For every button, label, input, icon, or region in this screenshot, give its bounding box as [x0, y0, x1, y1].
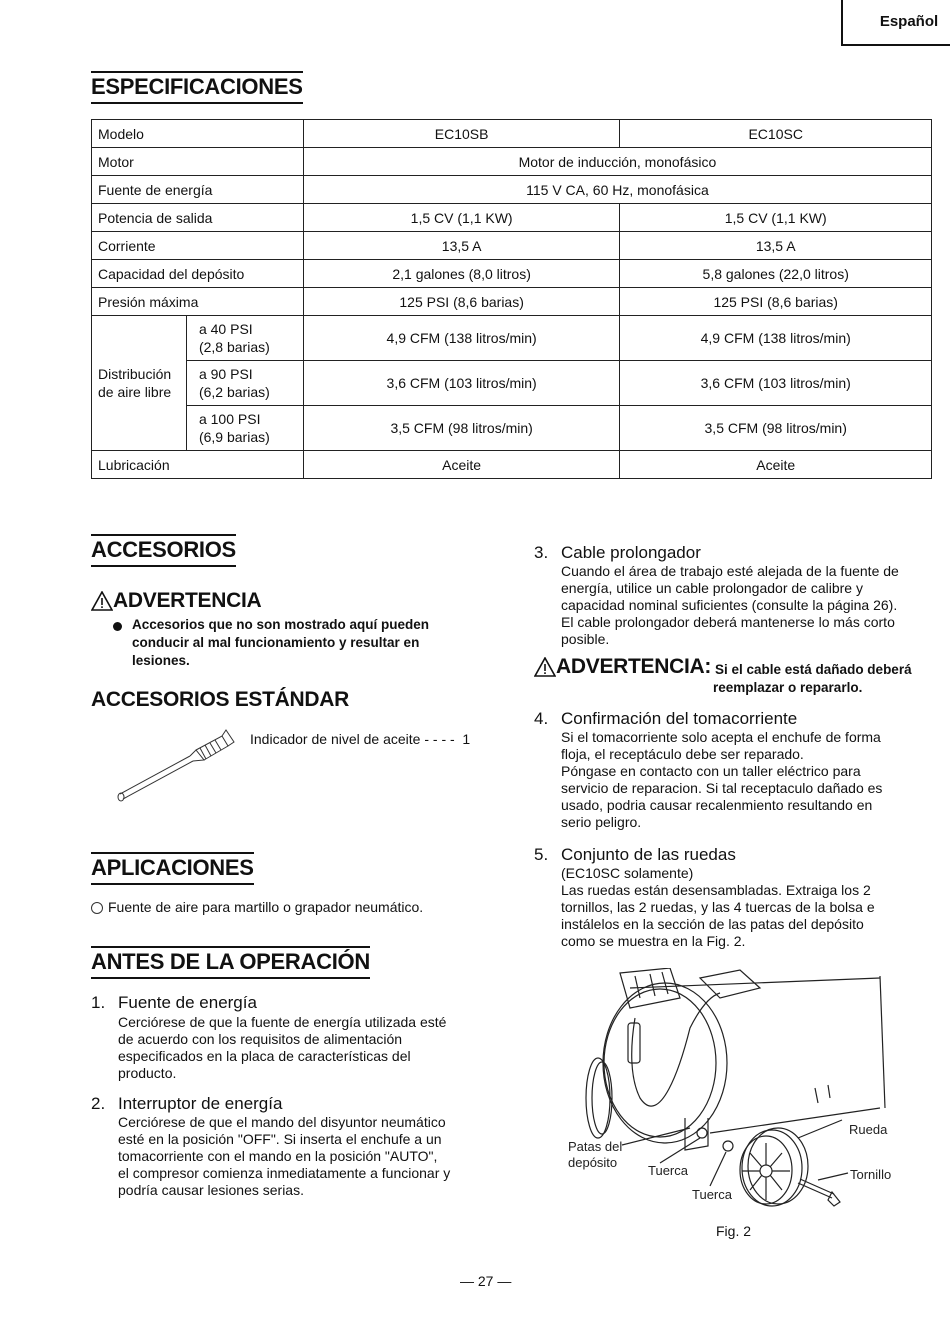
cell-ec10sb: 13,5 A [303, 232, 620, 260]
warning-line: lesiones. [132, 653, 190, 668]
label-patas-line1: Patas del [568, 1139, 623, 1154]
row-label: Capacidad del depósito [92, 260, 304, 288]
cell-ec10sc: 125 PSI (8,6 barias) [620, 288, 932, 316]
table-row [92, 451, 932, 479]
table-row [92, 406, 932, 451]
item5-number: 5. [534, 845, 549, 864]
text-line: tomacorriente con el mando en la posición "AUTO", [118, 1148, 438, 1164]
pressure-psi: a 40 PSI [198, 321, 253, 337]
row-label: Presión máxima [92, 288, 304, 316]
warning-heading [91, 589, 261, 613]
warning-text [132, 616, 429, 670]
text-line: usado, podria causar recalenmiento resultando en [561, 797, 873, 813]
row-label: Lubricación [92, 451, 304, 479]
item3-number: 3. [534, 543, 549, 562]
text-line: energía, utilice un cable prolongador de calibre y [561, 580, 863, 596]
table-row [92, 316, 932, 361]
bullet-icon [113, 622, 122, 631]
cell-ec10sc: 3,6 CFM (103 litros/min) [620, 361, 932, 406]
item4-text [561, 729, 882, 831]
standard-accessories-title: ACCESORIOS ESTÁNDAR [91, 688, 349, 711]
cell-ec10sb: EC10SB [303, 120, 620, 148]
cell-ec10sc: 13,5 A [620, 232, 932, 260]
table-row [92, 204, 932, 232]
warning-triangle-icon [534, 657, 556, 677]
item1-number: 1. [91, 993, 106, 1012]
language-label: Español [879, 12, 939, 30]
item2-text [118, 1114, 450, 1199]
language-tab [841, 0, 950, 46]
text-line: posible. [561, 631, 610, 647]
pressure-cell [186, 361, 303, 406]
item3-title: Cable prolongador [561, 543, 701, 562]
item3-text [561, 563, 899, 648]
label-tuerca-1: Tuerca [648, 1163, 688, 1178]
text-line: Las ruedas están desensambladas. Extraiga los 2 [561, 882, 871, 898]
pressure-psi: a 90 PSI [198, 366, 253, 382]
cell-ec10sb: 1,5 CV (1,1 KW) [303, 204, 620, 232]
label-tuerca-2: Tuerca [692, 1187, 732, 1202]
aplicaciones-item: Fuente de aire para martillo o grapador neumático. [108, 899, 424, 915]
distribution-label-line1: Distribución [98, 366, 172, 382]
warning2-title: ADVERTENCIA: [556, 655, 712, 678]
pressure-psi: a 100 PSI [198, 411, 261, 427]
text-line: serio peligro. [561, 814, 642, 830]
specs-title: ESPECIFICACIONES [91, 71, 303, 104]
pressure-cell [186, 316, 303, 361]
text-line: de acuerdo con los requisitos de alimentación [118, 1031, 403, 1047]
cell-ec10sb: 4,9 CFM (138 litros/min) [303, 316, 620, 361]
specs-table [91, 119, 932, 479]
antes-title: ANTES DE LA OPERACIÓN [91, 946, 370, 979]
text-line: tornillos, las 2 ruedas, y las 4 tuercas de la bolsa e [561, 899, 875, 915]
cell-ec10sc: 4,9 CFM (138 litros/min) [620, 316, 932, 361]
row-label: Corriente [92, 232, 304, 260]
text-line: como se muestra en la Fig. 2. [561, 933, 746, 949]
table-row [92, 120, 932, 148]
cell-merged: Motor de inducción, monofásico [303, 148, 931, 176]
cell-ec10sc: 1,5 CV (1,1 KW) [620, 204, 932, 232]
item1-text [118, 1014, 446, 1082]
aplicaciones-title: APLICACIONES [91, 852, 254, 885]
row-label: Modelo [92, 120, 304, 148]
text-line: especificados en la placa de características del [118, 1048, 411, 1064]
accesorios-title: ACCESORIOS [91, 534, 236, 567]
table-row [92, 260, 932, 288]
standard-item: Indicador de nivel de aceite - - - - 1 [250, 731, 471, 747]
cell-ec10sc: 3,5 CFM (98 litros/min) [620, 406, 932, 451]
table-row [92, 288, 932, 316]
cell-ec10sc: 5,8 galones (22,0 litros) [620, 260, 932, 288]
text-line: servicio de reparacion. Si tal receptaculo dañado es [561, 780, 883, 796]
text-line: Cerciórese de que el mando del disyuntor neumático [118, 1114, 446, 1130]
cell-ec10sb: Aceite [303, 451, 620, 479]
text-line: Póngase en contacto con un taller eléctrico para [561, 763, 861, 779]
warning-line: conducir al mal funcionamiento y resultar en [132, 635, 420, 650]
oil-gauge-illustration [112, 726, 242, 806]
text-line: El cable prolongador deberá mantenerse lo más corto [561, 614, 895, 630]
item2-number: 2. [91, 1094, 106, 1113]
text-line: capacidad nominal suficientes (consulte la página 26). [561, 597, 898, 613]
cell-ec10sb: 2,1 galones (8,0 litros) [303, 260, 620, 288]
text-line: esté en la posición "OFF". Si inserta el enchufe a un [118, 1131, 442, 1147]
warning-line: Accesorios que no son mostrado aquí pueden [132, 617, 430, 632]
text-line: el compresor comienza inmediatamente a funcionar y [118, 1165, 451, 1181]
pressure-bar: (2,8 barias) [198, 339, 270, 355]
cell-ec10sb: 3,6 CFM (103 litros/min) [303, 361, 620, 406]
text-line: podría causar lesiones serias. [118, 1182, 304, 1198]
table-row [92, 176, 932, 204]
distribution-label-line2: de aire libre [98, 384, 172, 400]
text-line: instálelos en la sección de las patas del depósito [561, 916, 864, 932]
row-label: Fuente de energía [92, 176, 304, 204]
item5-text [561, 865, 875, 950]
warning2-heading [534, 655, 711, 679]
item4-title: Confirmación del tomacorriente [561, 709, 798, 728]
pressure-bar: (6,2 barias) [198, 384, 270, 400]
warning2-line1: Si el cable está dañado deberá [715, 662, 912, 677]
item5-title: Conjunto de las ruedas [561, 845, 736, 864]
wheel-assembly-diagram [560, 968, 900, 1213]
label-tornillo: Tornillo [850, 1167, 892, 1182]
item1-title: Fuente de energía [118, 993, 257, 1012]
distribution-label [92, 316, 187, 451]
text-line: Cuando el área de trabajo esté alejada de la fuente de [561, 563, 899, 579]
text-line: Si el tomacorriente solo acepta el enchufe de forma [561, 729, 881, 745]
pressure-bar: (6,9 barias) [198, 429, 270, 445]
table-row [92, 148, 932, 176]
text-line: producto. [118, 1065, 177, 1081]
figure-caption: Fig. 2 [716, 1223, 752, 1239]
cell-ec10sb: 3,5 CFM (98 litros/min) [303, 406, 620, 451]
warning2-line2: reemplazar o repararlo. [713, 680, 863, 695]
item4-number: 4. [534, 709, 549, 728]
table-row [92, 232, 932, 260]
page-number: — 27 — [460, 1273, 512, 1289]
warning-triangle-icon [91, 591, 113, 611]
label-patas-line2: depósito [568, 1155, 618, 1170]
text-line: floja, el receptáculo debe ser reparado. [561, 746, 804, 762]
label-rueda: Rueda [849, 1122, 888, 1137]
row-label: Potencia de salida [92, 204, 304, 232]
cell-merged: 115 V CA, 60 Hz, monofásica [303, 176, 931, 204]
cell-ec10sb: 125 PSI (8,6 barias) [303, 288, 620, 316]
cell-ec10sc: EC10SC [620, 120, 932, 148]
pressure-cell [186, 406, 303, 451]
cell-ec10sc: Aceite [620, 451, 932, 479]
circle-bullet-icon [91, 902, 103, 914]
text-line: Cerciórese de que la fuente de energía utilizada esté [118, 1014, 447, 1030]
table-row [92, 361, 932, 406]
item2-title: Interruptor de energía [118, 1094, 283, 1113]
warning-title: ADVERTENCIA [113, 589, 262, 612]
text-line: (EC10SC solamente) [561, 865, 694, 881]
row-label: Motor [92, 148, 304, 176]
